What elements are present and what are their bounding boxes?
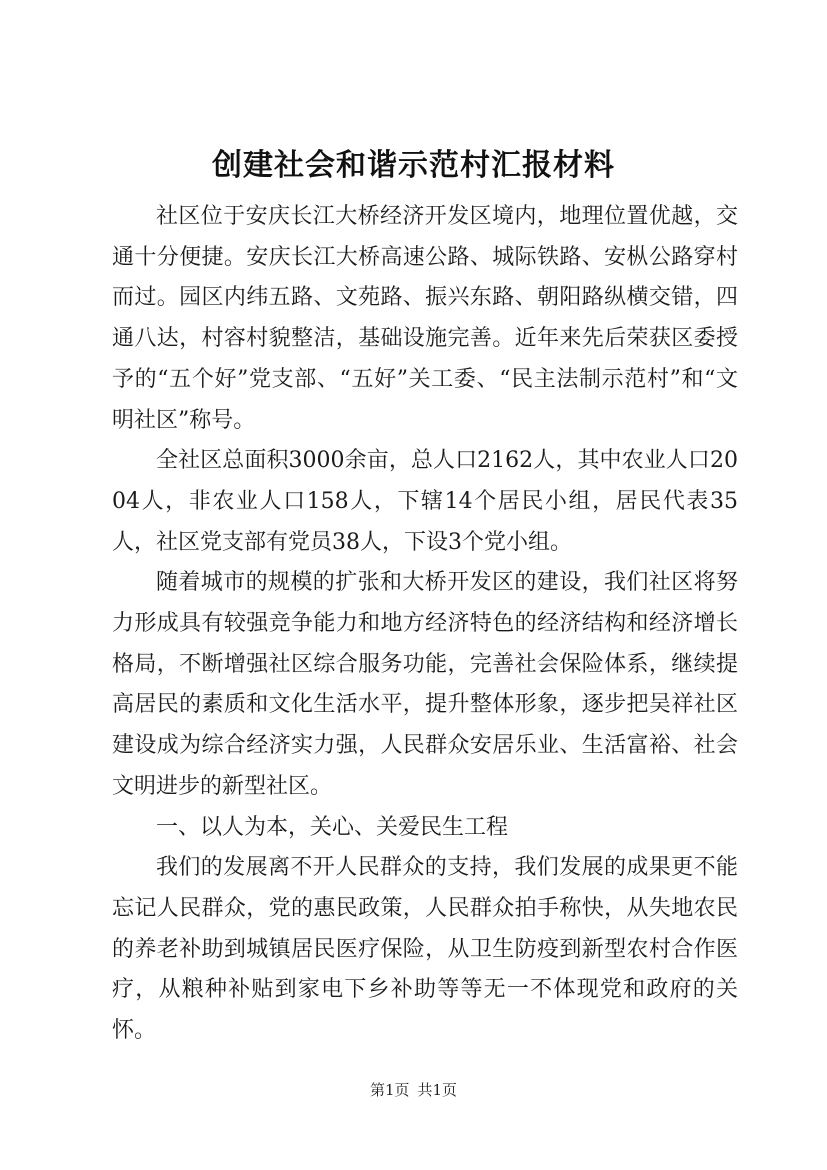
page-footer xyxy=(0,1080,827,1100)
paragraph-livelihood: 我们的发展离不开人民群众的支持，我们发展的成果更不能忘记人民群众，党的惠民政策，人民群众拍手称快，从失地农民的养老补助到城镇居民医疗保险，从卫生防疫到新型农村合作医疗，从粮种补贴到家电下乡补助等等无一不体现党和政府的关怀。 xyxy=(112,855,738,1044)
page-number-current: 第1页 xyxy=(369,1081,410,1099)
document-body xyxy=(112,197,738,1052)
section-heading: 一、以人为本，关心、关爱民生工程 xyxy=(156,814,509,840)
page-number-total: 共1页 xyxy=(417,1081,458,1099)
paragraph-development: 随着城市的规模的扩张和大桥开发区的建设，我们社区将努力形成具有较强竞争能力和地方经济特色的经济结构和经济增长格局，不断增强社区综合服务功能，完善社会保险体系，继续提高居民的素质和文化生活水平，提升整体形象，逐步把吴祥社区建设成为综合经济实力强，人民群众安居乐业、生活富裕、社会文明进步的新型社区。 xyxy=(112,570,738,799)
paragraph-population: 全社区总面积3000余亩，总人口2162人，其中农业人口2004人，非农业人口158人，下辖14个居民小组，居民代表35人，社区党支部有党员38人，下设3个党小组。 xyxy=(112,448,738,555)
paragraph-location: 社区位于安庆长江大桥经济开发区境内，地理位置优越，交通十分便捷。安庆长江大桥高速公路、城际铁路、安枞公路穿村而过。园区内纬五路、文苑路、振兴东路、朝阳路纵横交错，四通八达，村容村貌整洁，基础设施完善。近年来先后荣获区委授予的“五个好”党支部、“五好”关工委、“民主法制示范村”和“文明社区”称号。 xyxy=(112,204,738,433)
document-title: 创建社会和谐示范村汇报材料 xyxy=(212,148,615,183)
